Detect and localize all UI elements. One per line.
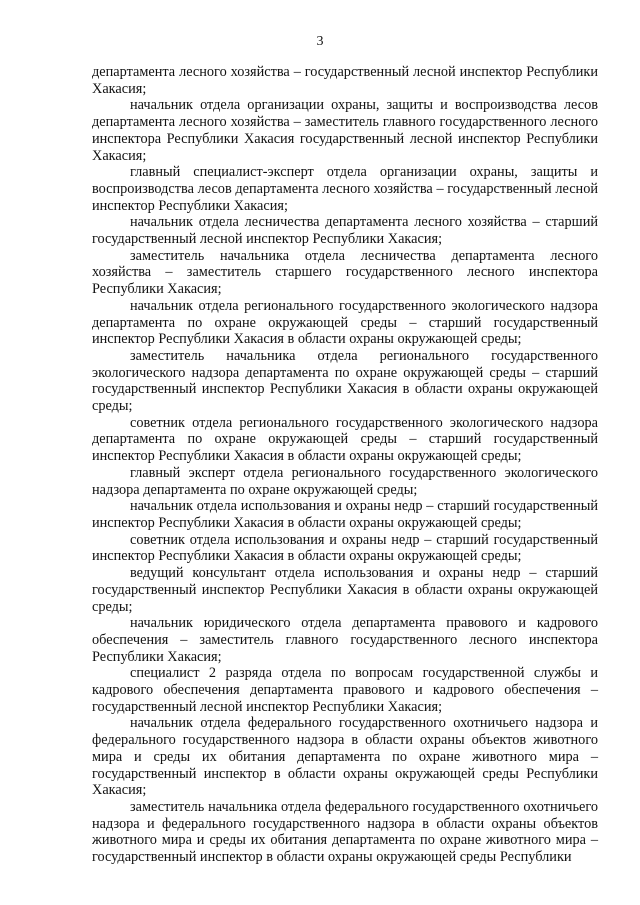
paragraph: советник отдела регионального государственного экологического надзора департамента по охране окружающей среды – старший государственный инспектор Республики Хакасия в области охраны окружающей среды; bbox=[92, 414, 598, 465]
paragraph: заместитель начальника отдела регионального государственного экологического надзора департамента по охране окружающей среды – старший государственный инспектор Республики Хакасия в области охраны окружающей среды; bbox=[92, 347, 598, 415]
paragraph: главный эксперт отдела регионального государственного экологического надзора департамента по охране окружающей среды; bbox=[92, 464, 598, 498]
paragraph: ведущий консультант отдела использования и охраны недр – старший государственный инспектор Республики Хакасия в области охраны окружающей среды; bbox=[92, 565, 598, 615]
paragraph: советник отдела использования и охраны недр – старший государственный инспектор Республики Хакасия в области охраны окружающей среды; bbox=[92, 531, 598, 565]
paragraph: начальник отдела регионального государственного экологического надзора департамента по охране окружающей среды – старший государственный инспектор Республики Хакасия в области охраны окружающей среды; bbox=[92, 297, 598, 348]
page-number: 3 bbox=[316, 34, 324, 49]
paragraph: главный специалист-эксперт отдела организации охраны, защиты и воспроизводства лесов департамента лесного хозяйства – государственный лесной инспектор Республики Хакасия; bbox=[92, 164, 598, 214]
paragraph: специалист 2 разряда отдела по вопросам государственной службы и кадрового обеспечения департамента правового и кадрового обеспечения – государственный лесной инспектор Республики Хакасия; bbox=[92, 665, 598, 715]
paragraph: начальник отдела использования и охраны недр – старший государственный инспектор Республики Хакасия в области охраны окружающей среды; bbox=[92, 498, 598, 531]
paragraph: заместитель начальника отдела лесничества департамента лесного хозяйства – заместитель старшего государственного лесного инспектора Республики Хакасия; bbox=[92, 247, 598, 298]
paragraph: начальник юридического отдела департамента правового и кадрового обеспечения – заместитель главного государственного лесного инспектора Республики Хакасия; bbox=[92, 615, 598, 665]
paragraph: заместитель начальника отдела федерального государственного охотничьего надзора и федерального государственного надзора в области охраны объектов животного мира и среды их обитания департамента по охране животного мира – государственный инспектор в области охраны окружающей среды Республики bbox=[92, 798, 598, 866]
paragraph: департамента лесного хозяйства – государственный лесной инспектор Республики Хакасия; bbox=[92, 64, 598, 97]
document-body bbox=[92, 64, 598, 866]
paragraph: начальник отдела лесничества департамента лесного хозяйства – старший государственный лесной инспектор Республики Хакасия; bbox=[92, 214, 598, 248]
paragraph: начальник отдела организации охраны, защиты и воспроизводства лесов департамента лесного хозяйства – заместитель главного государственного лесного инспектора Республики Хакасия государственный лесной инспектор Республики Хакасия; bbox=[92, 97, 598, 164]
paragraph: начальник отдела федерального государственного охотничьего надзора и федерального государственного надзора в области охраны объектов животного мира и среды их обитания департамента по охране животного мира – государственный инспектор в области охраны окружающей среды Республики Хакасия; bbox=[92, 715, 598, 799]
